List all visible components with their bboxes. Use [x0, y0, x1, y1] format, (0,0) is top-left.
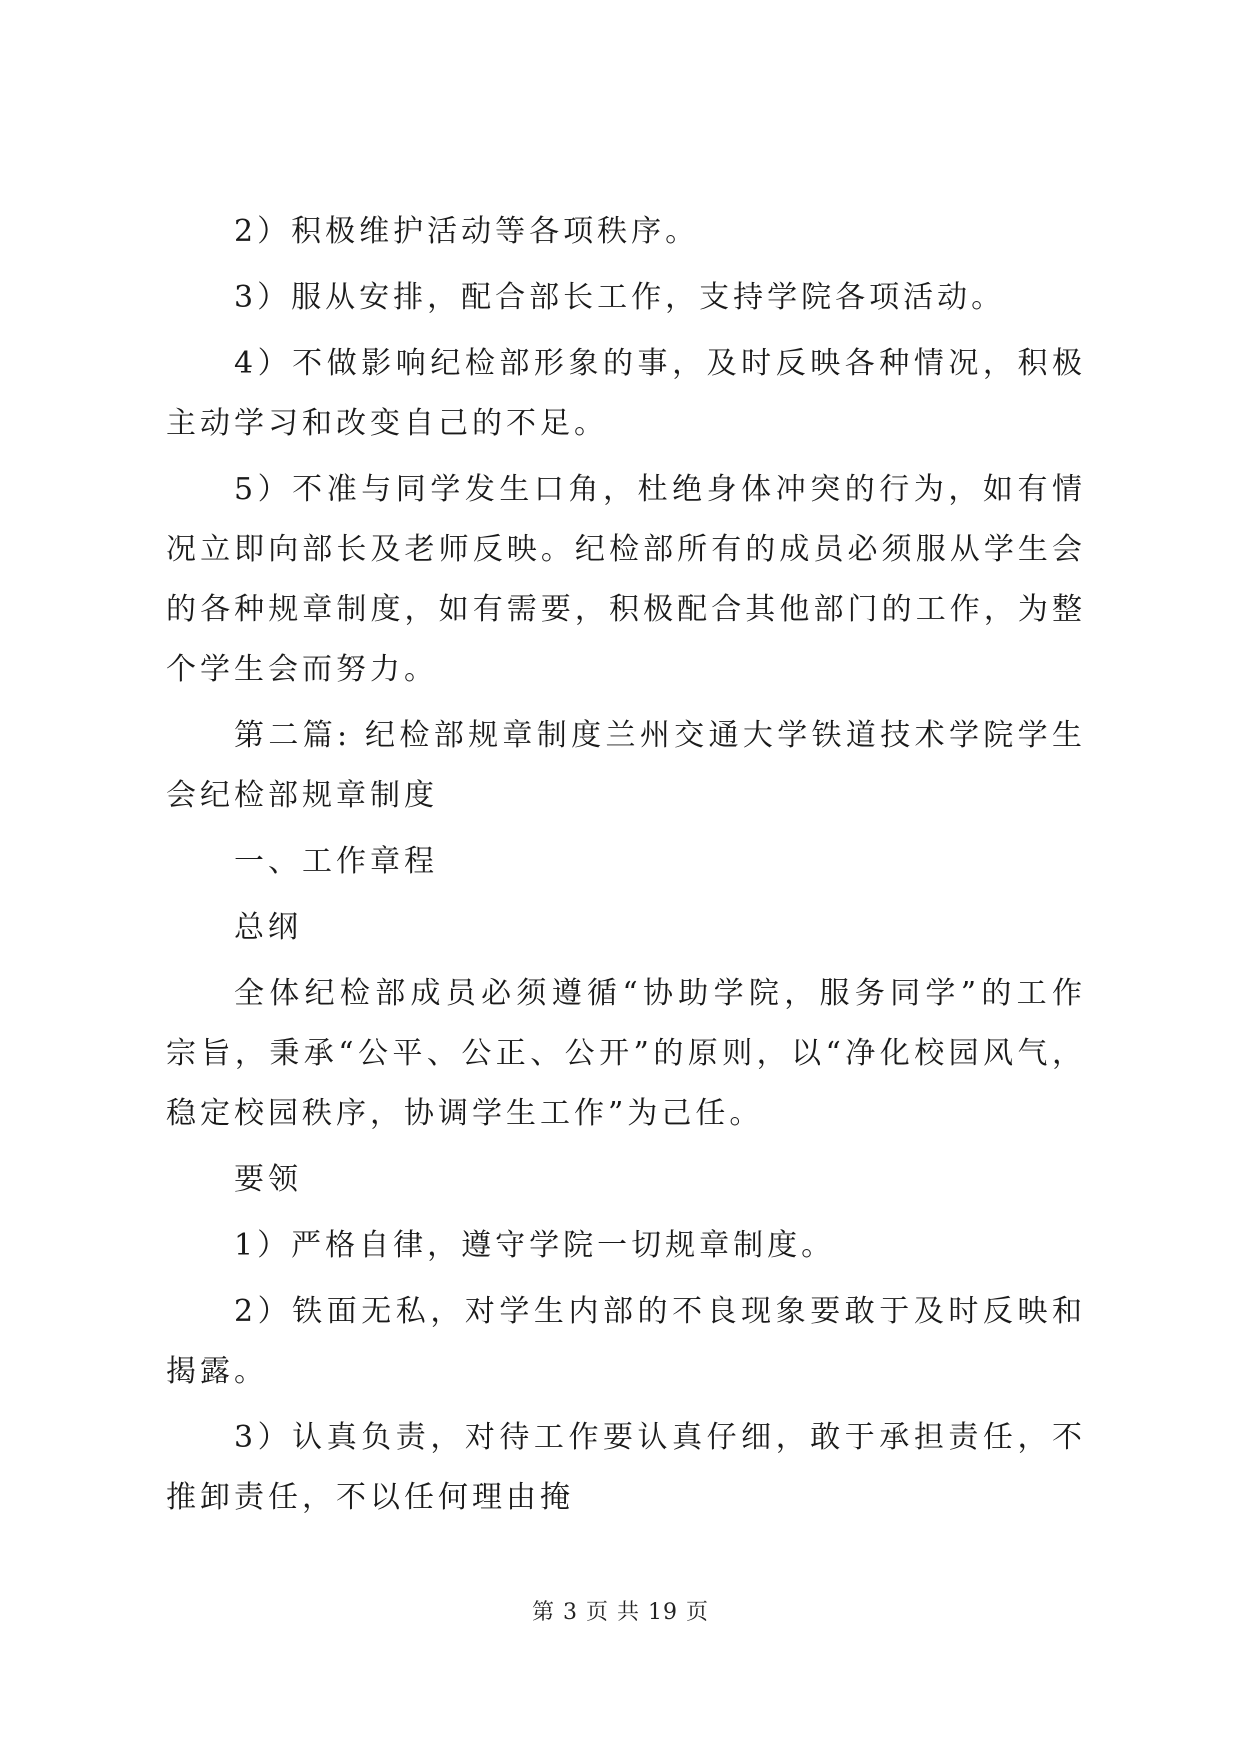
subheading-essentials: 要领	[234, 1162, 302, 1197]
document-body	[166, 202, 1086, 1534]
paragraph-rule-2: 2）铁面无私，对学生内部的不良现象要敢于及时反映和揭露。	[166, 1294, 1086, 1389]
paragraph-rule-3: 3）认真负责，对待工作要认真仔细，敢于承担责任，不推卸责任，不以任何理由掩	[166, 1420, 1086, 1515]
subsection-heading-charter: 一、工作章程	[234, 844, 438, 879]
paragraph-general-principle: 全体纪检部成员必须遵循“协助学院，服务同学”的工作宗旨，秉承“公平、公正、公开”的原则，以“净化校园风气，稳定校园秩序，协调学生工作”为己任。	[166, 976, 1086, 1131]
paragraph-rule-1: 1）严格自律，遵守学院一切规章制度。	[234, 1228, 836, 1263]
paragraph-item-2: 2）积极维护活动等各项秩序。	[234, 214, 700, 249]
section-heading-part-two: 第二篇: 纪检部规章制度兰州交通大学铁道技术学院学生会纪检部规章制度	[166, 718, 1086, 813]
subheading-general: 总纲	[234, 910, 302, 945]
page-footer	[0, 1598, 1241, 1628]
paragraph-item-5: 5）不准与同学发生口角，杜绝身体冲突的行为，如有情况立即向部长及老师反映。纪检部所有的成员必须服从学生会的各种规章制度，如有需要，积极配合其他部门的工作，为整个学生会而努力。	[166, 472, 1086, 687]
paragraph-item-3: 3）服从安排，配合部长工作，支持学院各项活动。	[234, 280, 1006, 315]
page-number: 第 3 页 共 19 页	[532, 1600, 709, 1625]
paragraph-item-4: 4）不做影响纪检部形象的事，及时反映各种情况，积极主动学习和改变自己的不足。	[166, 346, 1086, 441]
